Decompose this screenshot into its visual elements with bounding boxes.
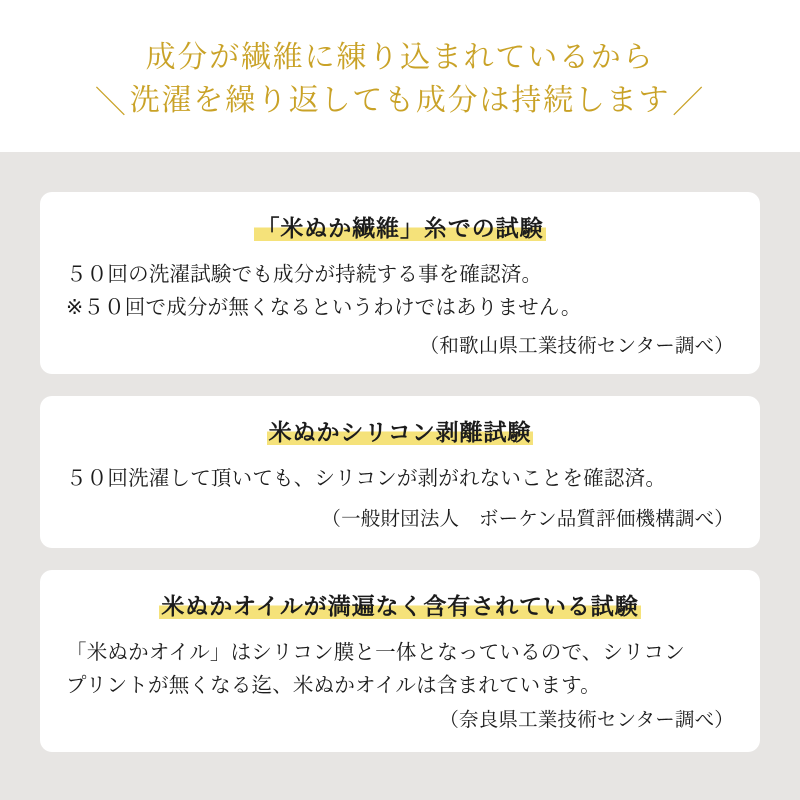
card-title: [66, 214, 734, 244]
card-body-line: ５０回の洗濯試験でも成分が持続する事を確認済。: [66, 262, 543, 286]
header-line-1: 成分が繊維に練り込まれているから: [145, 40, 655, 74]
card-title: [66, 592, 734, 622]
card-body-line: ５０回洗濯して頂いても、シリコンが剥がれないことを確認済。: [66, 466, 667, 490]
card-body-line: ※５０回で成分が無くなるというわけではありません。: [66, 296, 582, 320]
test-card-silicone-peel: [40, 396, 760, 548]
card-title-text: 米ぬかオイルが満遍なく含有されている試験: [161, 593, 639, 619]
card-title-text: 米ぬかシリコン剥離試験: [268, 419, 532, 445]
card-body-line: 「米ぬかオイル」はシリコン膜と一体となっているので、シリコン: [66, 640, 685, 664]
card-source: （和歌山県工業技術センター調べ）: [419, 335, 734, 358]
card-title-text: 「米ぬか繊維」糸での試験: [256, 215, 544, 241]
test-card-rice-bran-oil-content: [40, 570, 760, 752]
slash-left-decoration: ＼: [94, 85, 128, 121]
card-source: （一般財団法人 ボーケン品質評価機構調べ）: [321, 508, 734, 531]
header-line-2-text: 洗濯を繰り返しても成分は持続します: [129, 84, 671, 117]
header-line-2: [95, 79, 705, 123]
test-card-rice-bran-fiber-yarn: [40, 192, 760, 374]
card-source: （奈良県工業技術センター調べ）: [439, 709, 734, 732]
header-banner: [0, 0, 800, 152]
test-results-panel: [0, 152, 800, 800]
slash-right-decoration: ／: [672, 85, 706, 121]
card-title: [66, 418, 734, 448]
card-body-line: プリントが無くなる迄、米ぬかオイルは含まれています。: [66, 674, 601, 698]
